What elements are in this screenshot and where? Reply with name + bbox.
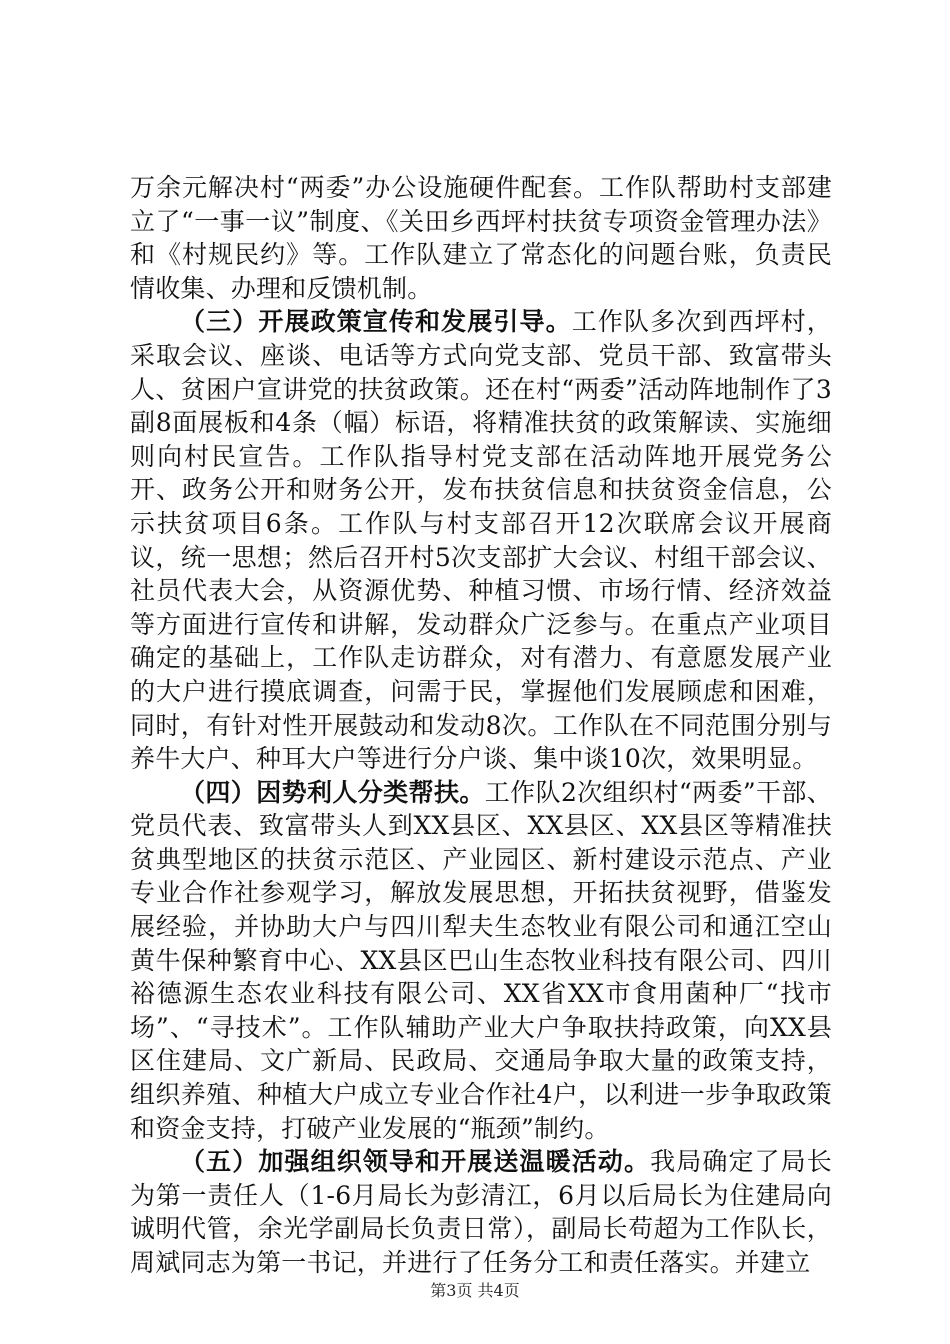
paragraph-text: 我局确定了局长为第一责任人（1-6月局长为彭清江，6月以后局长为住建局向诚明代管，余光学副局长负责日常），副局长苟超为工作队长，周斌同志为第一书记，并进行了任务分工和责任落实。并建立: [130, 1147, 832, 1277]
paragraph-lead: （三）开展政策宣传和发展引导。: [180, 307, 572, 337]
document-body: [130, 171, 832, 1280]
paragraph-2: [130, 305, 832, 775]
paragraph-1: [130, 171, 832, 305]
paragraph-lead: （四）因势利人分类帮扶。: [180, 777, 485, 807]
paragraph-3: [130, 776, 832, 1146]
page-footer: 第3页 共4页: [430, 1281, 520, 1300]
paragraph-4: [130, 1145, 832, 1279]
paragraph-lead: （五）加强组织领导和开展送温暖活动。: [180, 1147, 651, 1177]
paragraph-text: 工作队多次到西坪村，采取会议、座谈、电话等方式向党支部、党员干部、致富带头人、贫困户宣讲党的扶贫政策。还在村“两委”活动阵地制作了3副8面展板和4条（幅）标语，将精准扶贫的政策解读、实施细则向村民宣告。工作队指导村党支部在活动阵地开展党务公开、政务公开和财务公开，发布扶贫信息和扶贫资金信息，公示扶贫项目6条。工作队与村支部召开12次联席会议开展商议，统一思想；然后召开村5次支部扩大会议、村组干部会议、社员代表大会，从资源优势、种植习惯、市场行情、经济效益等方面进行宣传和讲解，发动群众广泛参与。在重点产业项目确定的基础上，工作队走访群众，对有潜力、有意愿发展产业的大户进行摸底调查，问需于民，掌握他们发展顾虑和困难，同时，有针对性开展鼓动和发动8次。工作队在不同范围分别与养牛大户、种耳大户等进行分户谈、集中谈10次，效果明显。: [130, 307, 832, 774]
paragraph-text: 万余元解决村“两委”办公设施硬件配套。工作队帮助村支部建立了“一事一议”制度、《关田乡西坪村扶贫专项资金管理办法》和《村规民约》等。工作队建立了常态化的问题台账，负责民情收集、办理和反馈机制。: [130, 173, 832, 303]
paragraph-text: 工作队2次组织村“两委”干部、党员代表、致富带头人到XX县区、XX县区、XX县区等精准扶贫典型地区的扶贫示范区、产业园区、新村建设示范点、产业专业合作社参观学习，解放发展思想，开拓扶贫视野，借鉴发展经验，并协助大户与四川犁夫生态牧业有限公司和通江空山黄牛保种繁育中心、XX县区巴山生态牧业科技有限公司、四川裕德源生态农业科技有限公司、XX省XX市食用菌种厂“找市场”、“寻技术”。工作队辅助产业大户争取扶持政策，向XX县区住建局、文广新局、民政局、交通局争取大量的政策支持，组织养殖、种植大户成立专业合作社4户，以利进一步争取政策和资金支持，打破产业发展的“瓶颈”制约。: [130, 777, 833, 1143]
